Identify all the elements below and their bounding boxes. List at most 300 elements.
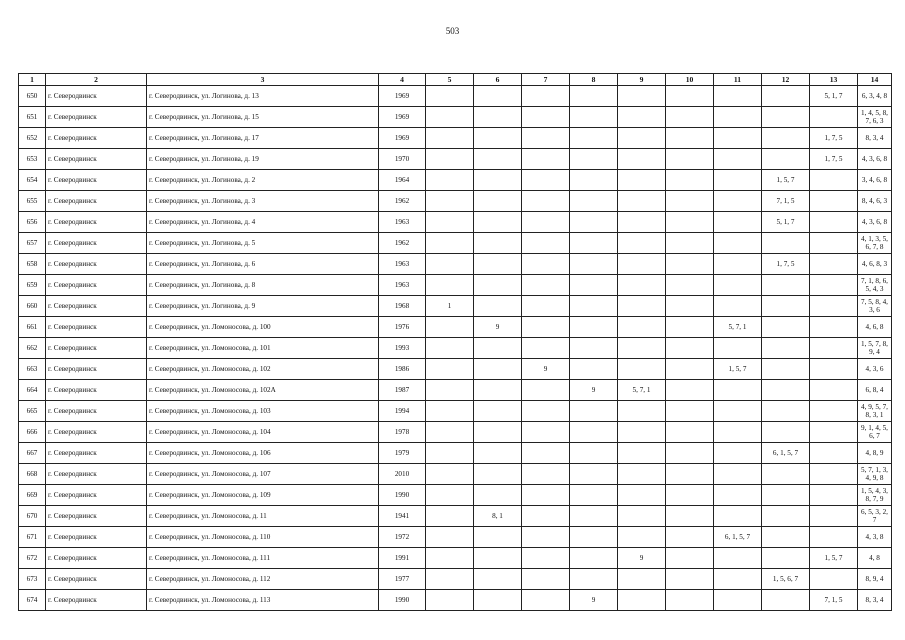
cell-c12 [762,359,810,380]
cell-city: г. Северодвинск [46,191,147,212]
cell-c12: 6, 1, 5, 7 [762,443,810,464]
table-body [19,86,892,611]
cell-c8 [570,191,618,212]
cell-c10 [666,170,714,191]
cell-c5 [426,527,474,548]
cell-c14: 6, 3, 4, 8 [858,86,892,107]
cell-addr: г. Северодвинск, ул. Логинова, д. 19 [147,149,379,170]
cell-num: 670 [19,506,46,527]
cell-c11 [714,107,762,128]
cell-c12: 5, 1, 7 [762,212,810,233]
cell-city: г. Северодвинск [46,254,147,275]
column-header-12: 12 [762,74,810,86]
cell-c10 [666,296,714,317]
table-row [19,296,892,317]
cell-addr: г. Северодвинск, ул. Логинова, д. 6 [147,254,379,275]
cell-num: 669 [19,485,46,506]
cell-c5 [426,254,474,275]
cell-c11 [714,191,762,212]
cell-c6 [474,401,522,422]
cell-c7 [522,254,570,275]
cell-c13 [810,527,858,548]
table-row [19,380,892,401]
cell-c13 [810,443,858,464]
cell-c9 [618,317,666,338]
cell-c6 [474,485,522,506]
cell-c12 [762,128,810,149]
table-row [19,212,892,233]
cell-c12 [762,464,810,485]
cell-c9 [618,590,666,611]
cell-year: 1977 [379,569,426,590]
cell-c14: 4, 3, 6, 8 [858,149,892,170]
cell-c14: 4, 9, 5, 7, 8, 3, 1 [858,401,892,422]
cell-year: 1976 [379,317,426,338]
cell-year: 1963 [379,212,426,233]
cell-c5 [426,191,474,212]
cell-c14: 4, 3, 8 [858,527,892,548]
cell-c13 [810,233,858,254]
cell-addr: г. Северодвинск, ул. Логинова, д. 2 [147,170,379,191]
cell-c14: 9, 1, 4, 5, 6, 7 [858,422,892,443]
column-header-13: 13 [810,74,858,86]
cell-c14: 8, 3, 4 [858,590,892,611]
cell-c7 [522,443,570,464]
column-header-8: 8 [570,74,618,86]
cell-c5 [426,548,474,569]
cell-c14: 5, 7, 1, 3, 4, 9, 8 [858,464,892,485]
cell-c11 [714,128,762,149]
cell-c7 [522,296,570,317]
cell-c10 [666,527,714,548]
cell-c7 [522,233,570,254]
cell-city: г. Северодвинск [46,317,147,338]
cell-c5 [426,485,474,506]
cell-city: г. Северодвинск [46,233,147,254]
column-header-10: 10 [666,74,714,86]
cell-c10 [666,380,714,401]
cell-city: г. Северодвинск [46,401,147,422]
cell-c10 [666,422,714,443]
cell-num: 664 [19,380,46,401]
cell-addr: г. Северодвинск, ул. Ломоносова, д. 101 [147,338,379,359]
cell-c6 [474,569,522,590]
table-row [19,485,892,506]
table-row [19,107,892,128]
cell-c8 [570,86,618,107]
cell-city: г. Северодвинск [46,275,147,296]
cell-c14: 3, 4, 6, 8 [858,170,892,191]
cell-c7 [522,464,570,485]
cell-year: 1987 [379,380,426,401]
cell-c7 [522,401,570,422]
cell-c10 [666,443,714,464]
cell-year: 1969 [379,107,426,128]
cell-year: 1963 [379,254,426,275]
cell-addr: г. Северодвинск, ул. Ломоносова, д. 113 [147,590,379,611]
cell-c11 [714,380,762,401]
cell-c14: 8, 3, 4 [858,128,892,149]
cell-c5 [426,275,474,296]
cell-c10 [666,233,714,254]
cell-c13 [810,401,858,422]
cell-c8: 9 [570,380,618,401]
cell-year: 1969 [379,128,426,149]
cell-c9 [618,233,666,254]
column-header-5: 5 [426,74,474,86]
table-row [19,569,892,590]
cell-c10 [666,359,714,380]
cell-c6 [474,464,522,485]
cell-c12 [762,233,810,254]
cell-c8 [570,233,618,254]
cell-c12 [762,296,810,317]
column-header-9: 9 [618,74,666,86]
cell-c7 [522,506,570,527]
cell-c7 [522,380,570,401]
cell-year: 1970 [379,149,426,170]
cell-c10 [666,149,714,170]
cell-num: 667 [19,443,46,464]
cell-c13 [810,380,858,401]
cell-num: 654 [19,170,46,191]
cell-c10 [666,401,714,422]
cell-c12 [762,317,810,338]
cell-c9 [618,485,666,506]
cell-c6 [474,275,522,296]
cell-c8 [570,170,618,191]
cell-c6: 9 [474,317,522,338]
cell-c6 [474,191,522,212]
column-header-11: 11 [714,74,762,86]
cell-year: 1993 [379,338,426,359]
cell-c7 [522,170,570,191]
cell-addr: г. Северодвинск, ул. Логинова, д. 13 [147,86,379,107]
cell-c8 [570,317,618,338]
cell-c11 [714,170,762,191]
cell-c9 [618,107,666,128]
cell-num: 671 [19,527,46,548]
cell-city: г. Северодвинск [46,212,147,233]
cell-c12 [762,380,810,401]
cell-c13 [810,422,858,443]
cell-year: 1978 [379,422,426,443]
cell-c11: 6, 1, 5, 7 [714,527,762,548]
cell-c12 [762,590,810,611]
cell-city: г. Северодвинск [46,464,147,485]
cell-c9 [618,149,666,170]
cell-c5 [426,506,474,527]
table-row [19,86,892,107]
cell-c8 [570,569,618,590]
cell-c6 [474,443,522,464]
cell-addr: г. Северодвинск, ул. Логинова, д. 4 [147,212,379,233]
cell-c11 [714,275,762,296]
cell-c8 [570,401,618,422]
table-row [19,359,892,380]
cell-c5 [426,212,474,233]
cell-c8 [570,464,618,485]
cell-num: 651 [19,107,46,128]
cell-num: 665 [19,401,46,422]
cell-c14: 4, 8, 9 [858,443,892,464]
cell-c10 [666,464,714,485]
cell-year: 1994 [379,401,426,422]
cell-c13 [810,317,858,338]
cell-num: 659 [19,275,46,296]
cell-c9 [618,170,666,191]
cell-c13 [810,359,858,380]
cell-c13: 5, 1, 7 [810,86,858,107]
cell-c5: 1 [426,296,474,317]
table-row [19,170,892,191]
cell-num: 661 [19,317,46,338]
cell-c6 [474,128,522,149]
cell-c10 [666,506,714,527]
cell-c14: 4, 6, 8, 3 [858,254,892,275]
cell-city: г. Северодвинск [46,170,147,191]
cell-c9 [618,296,666,317]
column-header-2: 2 [46,74,147,86]
cell-c5 [426,590,474,611]
table-row [19,317,892,338]
cell-num: 672 [19,548,46,569]
column-header-4: 4 [379,74,426,86]
table-row [19,233,892,254]
cell-c12 [762,548,810,569]
cell-city: г. Северодвинск [46,107,147,128]
cell-c12: 1, 5, 7 [762,170,810,191]
cell-c10 [666,212,714,233]
cell-c13: 7, 1, 5 [810,590,858,611]
cell-addr: г. Северодвинск, ул. Ломоносова, д. 110 [147,527,379,548]
cell-c7 [522,149,570,170]
cell-year: 1968 [379,296,426,317]
cell-year: 1986 [379,359,426,380]
cell-c14: 7, 1, 8, 6, 5, 4, 3 [858,275,892,296]
cell-c8 [570,254,618,275]
cell-c9 [618,275,666,296]
cell-c5 [426,128,474,149]
cell-c12 [762,422,810,443]
cell-c13 [810,170,858,191]
cell-year: 1972 [379,527,426,548]
cell-c7 [522,548,570,569]
cell-addr: г. Северодвинск, ул. Ломоносова, д. 102А [147,380,379,401]
cell-addr: г. Северодвинск, ул. Ломоносова, д. 107 [147,464,379,485]
table-row [19,338,892,359]
header-row [19,74,892,86]
cell-c6 [474,380,522,401]
cell-c9 [618,191,666,212]
cell-c6 [474,170,522,191]
cell-city: г. Северодвинск [46,506,147,527]
cell-c12 [762,149,810,170]
cell-c9 [618,506,666,527]
cell-year: 1962 [379,233,426,254]
cell-c8 [570,422,618,443]
cell-c5 [426,359,474,380]
cell-num: 663 [19,359,46,380]
cell-c11 [714,233,762,254]
cell-c12: 1, 5, 6, 7 [762,569,810,590]
cell-c14: 1, 5, 4, 3, 8, 7, 9 [858,485,892,506]
cell-addr: г. Северодвинск, ул. Ломоносова, д. 11 [147,506,379,527]
cell-c7 [522,86,570,107]
cell-year: 1969 [379,86,426,107]
cell-c6: 8, 1 [474,506,522,527]
cell-num: 656 [19,212,46,233]
cell-addr: г. Северодвинск, ул. Логинова, д. 3 [147,191,379,212]
cell-num: 660 [19,296,46,317]
cell-c11 [714,464,762,485]
cell-c8 [570,128,618,149]
cell-c5 [426,569,474,590]
cell-year: 1941 [379,506,426,527]
cell-city: г. Северодвинск [46,485,147,506]
cell-c6 [474,590,522,611]
cell-c7 [522,569,570,590]
cell-c5 [426,380,474,401]
cell-addr: г. Северодвинск, ул. Ломоносова, д. 102 [147,359,379,380]
column-header-14: 14 [858,74,892,86]
table-row [19,464,892,485]
cell-c13 [810,464,858,485]
cell-c8: 9 [570,590,618,611]
cell-c11 [714,422,762,443]
cell-c12 [762,86,810,107]
cell-c8 [570,527,618,548]
cell-city: г. Северодвинск [46,296,147,317]
cell-c10 [666,191,714,212]
cell-c7 [522,590,570,611]
cell-c8 [570,443,618,464]
cell-c11 [714,149,762,170]
column-header-1: 1 [19,74,46,86]
cell-num: 662 [19,338,46,359]
cell-num: 653 [19,149,46,170]
cell-addr: г. Северодвинск, ул. Ломоносова, д. 104 [147,422,379,443]
table-row [19,128,892,149]
cell-c5 [426,317,474,338]
column-header-3: 3 [147,74,379,86]
cell-c6 [474,296,522,317]
cell-c11 [714,569,762,590]
cell-num: 668 [19,464,46,485]
cell-c6 [474,548,522,569]
table-row [19,149,892,170]
table-row [19,191,892,212]
cell-c8 [570,149,618,170]
cell-c13 [810,254,858,275]
cell-c14: 6, 5, 3, 2, 7 [858,506,892,527]
cell-city: г. Северодвинск [46,443,147,464]
cell-c14: 8, 9, 4 [858,569,892,590]
cell-c6 [474,338,522,359]
cell-c13 [810,191,858,212]
page-number: 503 [445,26,460,36]
table-row [19,590,892,611]
cell-c9 [618,422,666,443]
cell-c10 [666,275,714,296]
cell-num: 673 [19,569,46,590]
table-row [19,548,892,569]
table-row [19,443,892,464]
cell-c10 [666,590,714,611]
cell-c14: 4, 6, 8 [858,317,892,338]
cell-addr: г. Северодвинск, ул. Логинова, д. 15 [147,107,379,128]
cell-c13 [810,338,858,359]
cell-c9 [618,569,666,590]
cell-c12 [762,338,810,359]
cell-city: г. Северодвинск [46,86,147,107]
cell-c10 [666,338,714,359]
cell-c11 [714,506,762,527]
cell-num: 655 [19,191,46,212]
cell-c14: 4, 3, 6 [858,359,892,380]
cell-city: г. Северодвинск [46,359,147,380]
table-row [19,506,892,527]
column-header-6: 6 [474,74,522,86]
cell-c11 [714,212,762,233]
cell-year: 1979 [379,443,426,464]
cell-num: 657 [19,233,46,254]
cell-c6 [474,149,522,170]
cell-c12 [762,506,810,527]
table-row [19,422,892,443]
cell-c13 [810,569,858,590]
cell-c7 [522,275,570,296]
cell-c6 [474,359,522,380]
cell-num: 650 [19,86,46,107]
cell-c8 [570,212,618,233]
cell-c11 [714,338,762,359]
table-row [19,527,892,548]
cell-c11 [714,443,762,464]
cell-c9 [618,443,666,464]
cell-c5 [426,149,474,170]
cell-c13 [810,212,858,233]
cell-c13 [810,275,858,296]
cell-c11 [714,86,762,107]
cell-c11 [714,401,762,422]
cell-city: г. Северодвинск [46,569,147,590]
cell-c8 [570,548,618,569]
cell-c6 [474,422,522,443]
cell-c6 [474,527,522,548]
cell-year: 1964 [379,170,426,191]
cell-c14: 7, 5, 8, 4, 3, 6 [858,296,892,317]
cell-num: 666 [19,422,46,443]
cell-c10 [666,128,714,149]
cell-c5 [426,233,474,254]
cell-c13 [810,506,858,527]
cell-c8 [570,296,618,317]
cell-addr: г. Северодвинск, ул. Логинова, д. 17 [147,128,379,149]
cell-c10 [666,107,714,128]
cell-c5 [426,170,474,191]
cell-c9 [618,86,666,107]
cell-c8 [570,275,618,296]
cell-c6 [474,86,522,107]
cell-c12 [762,401,810,422]
cell-c13 [810,296,858,317]
cell-c11 [714,590,762,611]
cell-c13 [810,107,858,128]
cell-c7 [522,338,570,359]
cell-c5 [426,107,474,128]
cell-c7 [522,485,570,506]
